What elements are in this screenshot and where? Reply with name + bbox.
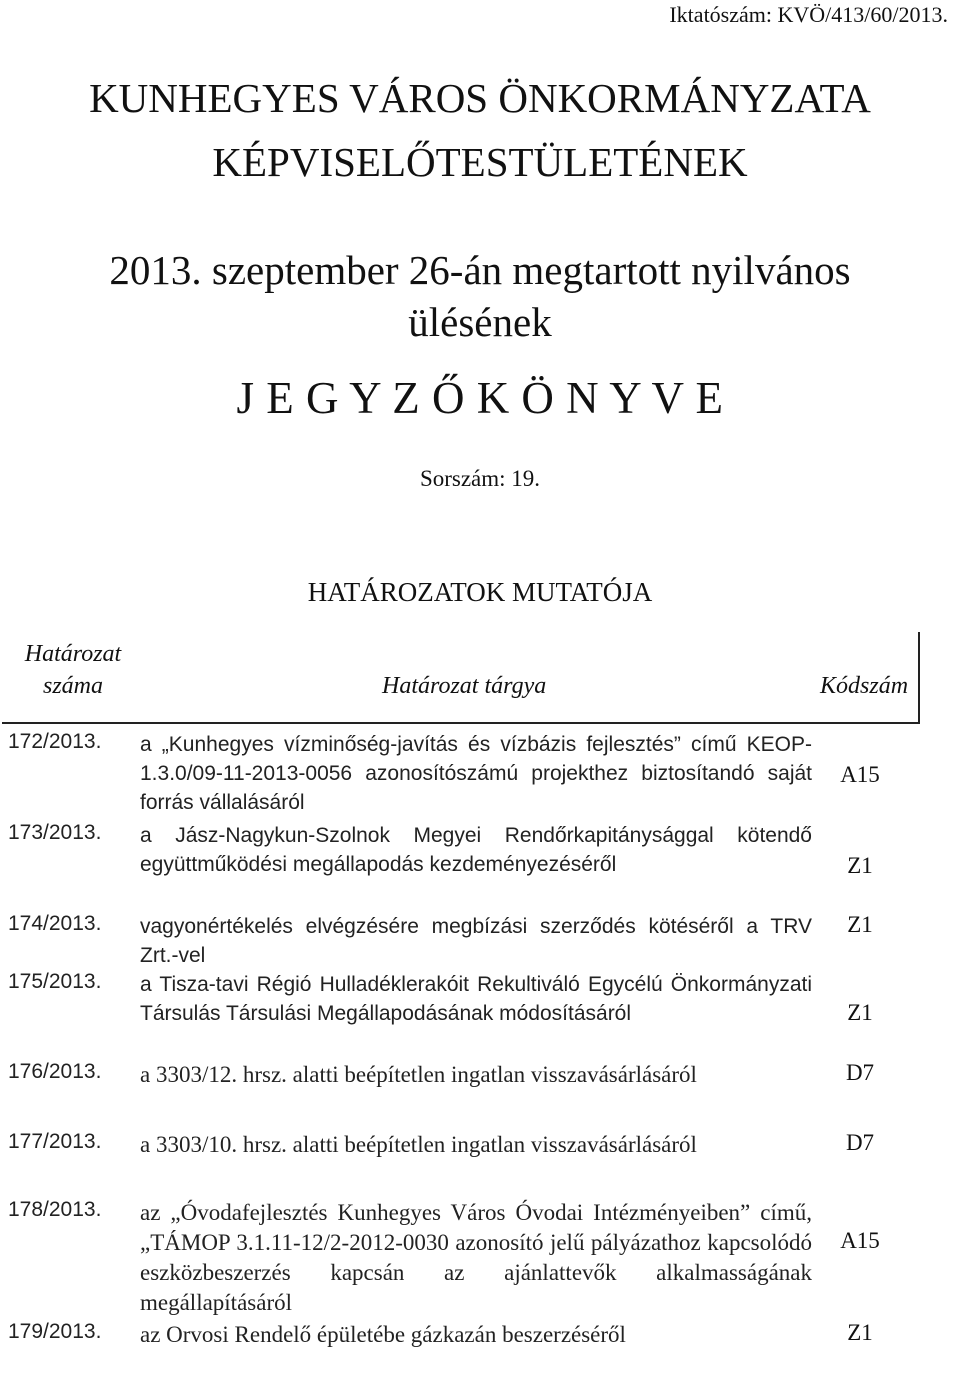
- resolution-code: A15: [840, 1228, 880, 1253]
- table-header: [2, 632, 920, 724]
- resolution-subject: vagyonértékelés elvégzésére megbízási szerződés kötéséről a TRV Zrt.-vel: [140, 915, 812, 967]
- resolution-subject: a „Kunhegyes vízminőség-javítás és vízbázis fejlesztés” című KEOP-1.3.0/09-11-2013-0056 azonosítószámú projekthez biztosítandó saját forrás vállalásáról: [140, 733, 812, 814]
- resolution-subject: az „Óvodafejlesztés Kunhegyes Város Óvodai Intézményeiben” című, „TÁMOP 3.1.11-12/2-2012-0030 azonosító jelű pályázathoz kapcsolódó eszközbeszerzés kapcsán az ajánlattevők alkalmasságának megállapításáról: [140, 1200, 812, 1315]
- table-header-right-border: [918, 632, 920, 722]
- column-header-number-line2: száma: [42, 673, 103, 699]
- session-description-line1: 2013. szeptember 26-án megtartott nyilvános: [109, 247, 851, 293]
- resolution-number: 177/2013.: [8, 1130, 102, 1153]
- resolution-code: D7: [845, 1130, 875, 1155]
- resolution-number: 172/2013.: [8, 730, 102, 753]
- registration-number: Iktatószám: KVÖ/413/60/2013.: [669, 2, 948, 27]
- document-title-line1: KUNHEGYES VÁROS ÖNKORMÁNYZATA: [89, 75, 871, 121]
- resolution-subject: a 3303/10. hrsz. alatti beépítetlen ingatlan visszavásárlásáról: [140, 1132, 697, 1157]
- resolution-number: 178/2013.: [8, 1198, 102, 1221]
- resolution-number: 179/2013.: [8, 1320, 102, 1343]
- resolution-subject: a 3303/12. hrsz. alatti beépítetlen ingatlan visszavásárlásáról: [140, 1062, 697, 1087]
- session-description-line2: ülésének: [408, 299, 552, 345]
- resolution-number: 174/2013.: [8, 912, 102, 935]
- resolution-number: 173/2013.: [8, 821, 102, 844]
- resolution-code: Z1: [847, 912, 873, 937]
- resolution-code: A15: [840, 762, 880, 787]
- resolution-number: 176/2013.: [8, 1060, 102, 1083]
- column-header-subject: Határozat tárgya: [382, 673, 547, 699]
- resolution-subject: az Orvosi Rendelő épületébe gázkazán beszerzéséről: [140, 1322, 626, 1347]
- document-type-heading: J E G Y Z Ő K Ö N Y V E: [236, 373, 724, 423]
- column-header-code: Kódszám: [820, 673, 909, 699]
- document-title-line2: KÉPVISELŐTESTÜLETÉNEK: [212, 139, 748, 185]
- serial-number: Sorszám: 19.: [419, 466, 541, 491]
- index-title: HATÁROZATOK MUTATÓJA: [307, 577, 653, 607]
- resolution-code: Z1: [847, 853, 873, 878]
- resolution-code: Z1: [847, 1000, 873, 1025]
- resolution-code: Z1: [847, 1320, 873, 1345]
- resolution-number: 175/2013.: [8, 970, 102, 993]
- resolution-code: D7: [845, 1060, 875, 1085]
- resolution-subject: a Jász-Nagykun-Szolnok Megyei Rendőrkapitánysággal kötendő együttműködési megállapodás kezdeményezéséről: [140, 824, 812, 876]
- resolution-index-table: [2, 632, 920, 1347]
- column-header-number: [14, 638, 132, 702]
- column-header-number-line1: Határozat: [24, 641, 122, 667]
- resolution-subject: a Tisza-tavi Régió Hulladéklerakóit Rekultiváló Egycélú Önkormányzati Társulás Társulási Megállapodásának módosításáról: [140, 973, 812, 1025]
